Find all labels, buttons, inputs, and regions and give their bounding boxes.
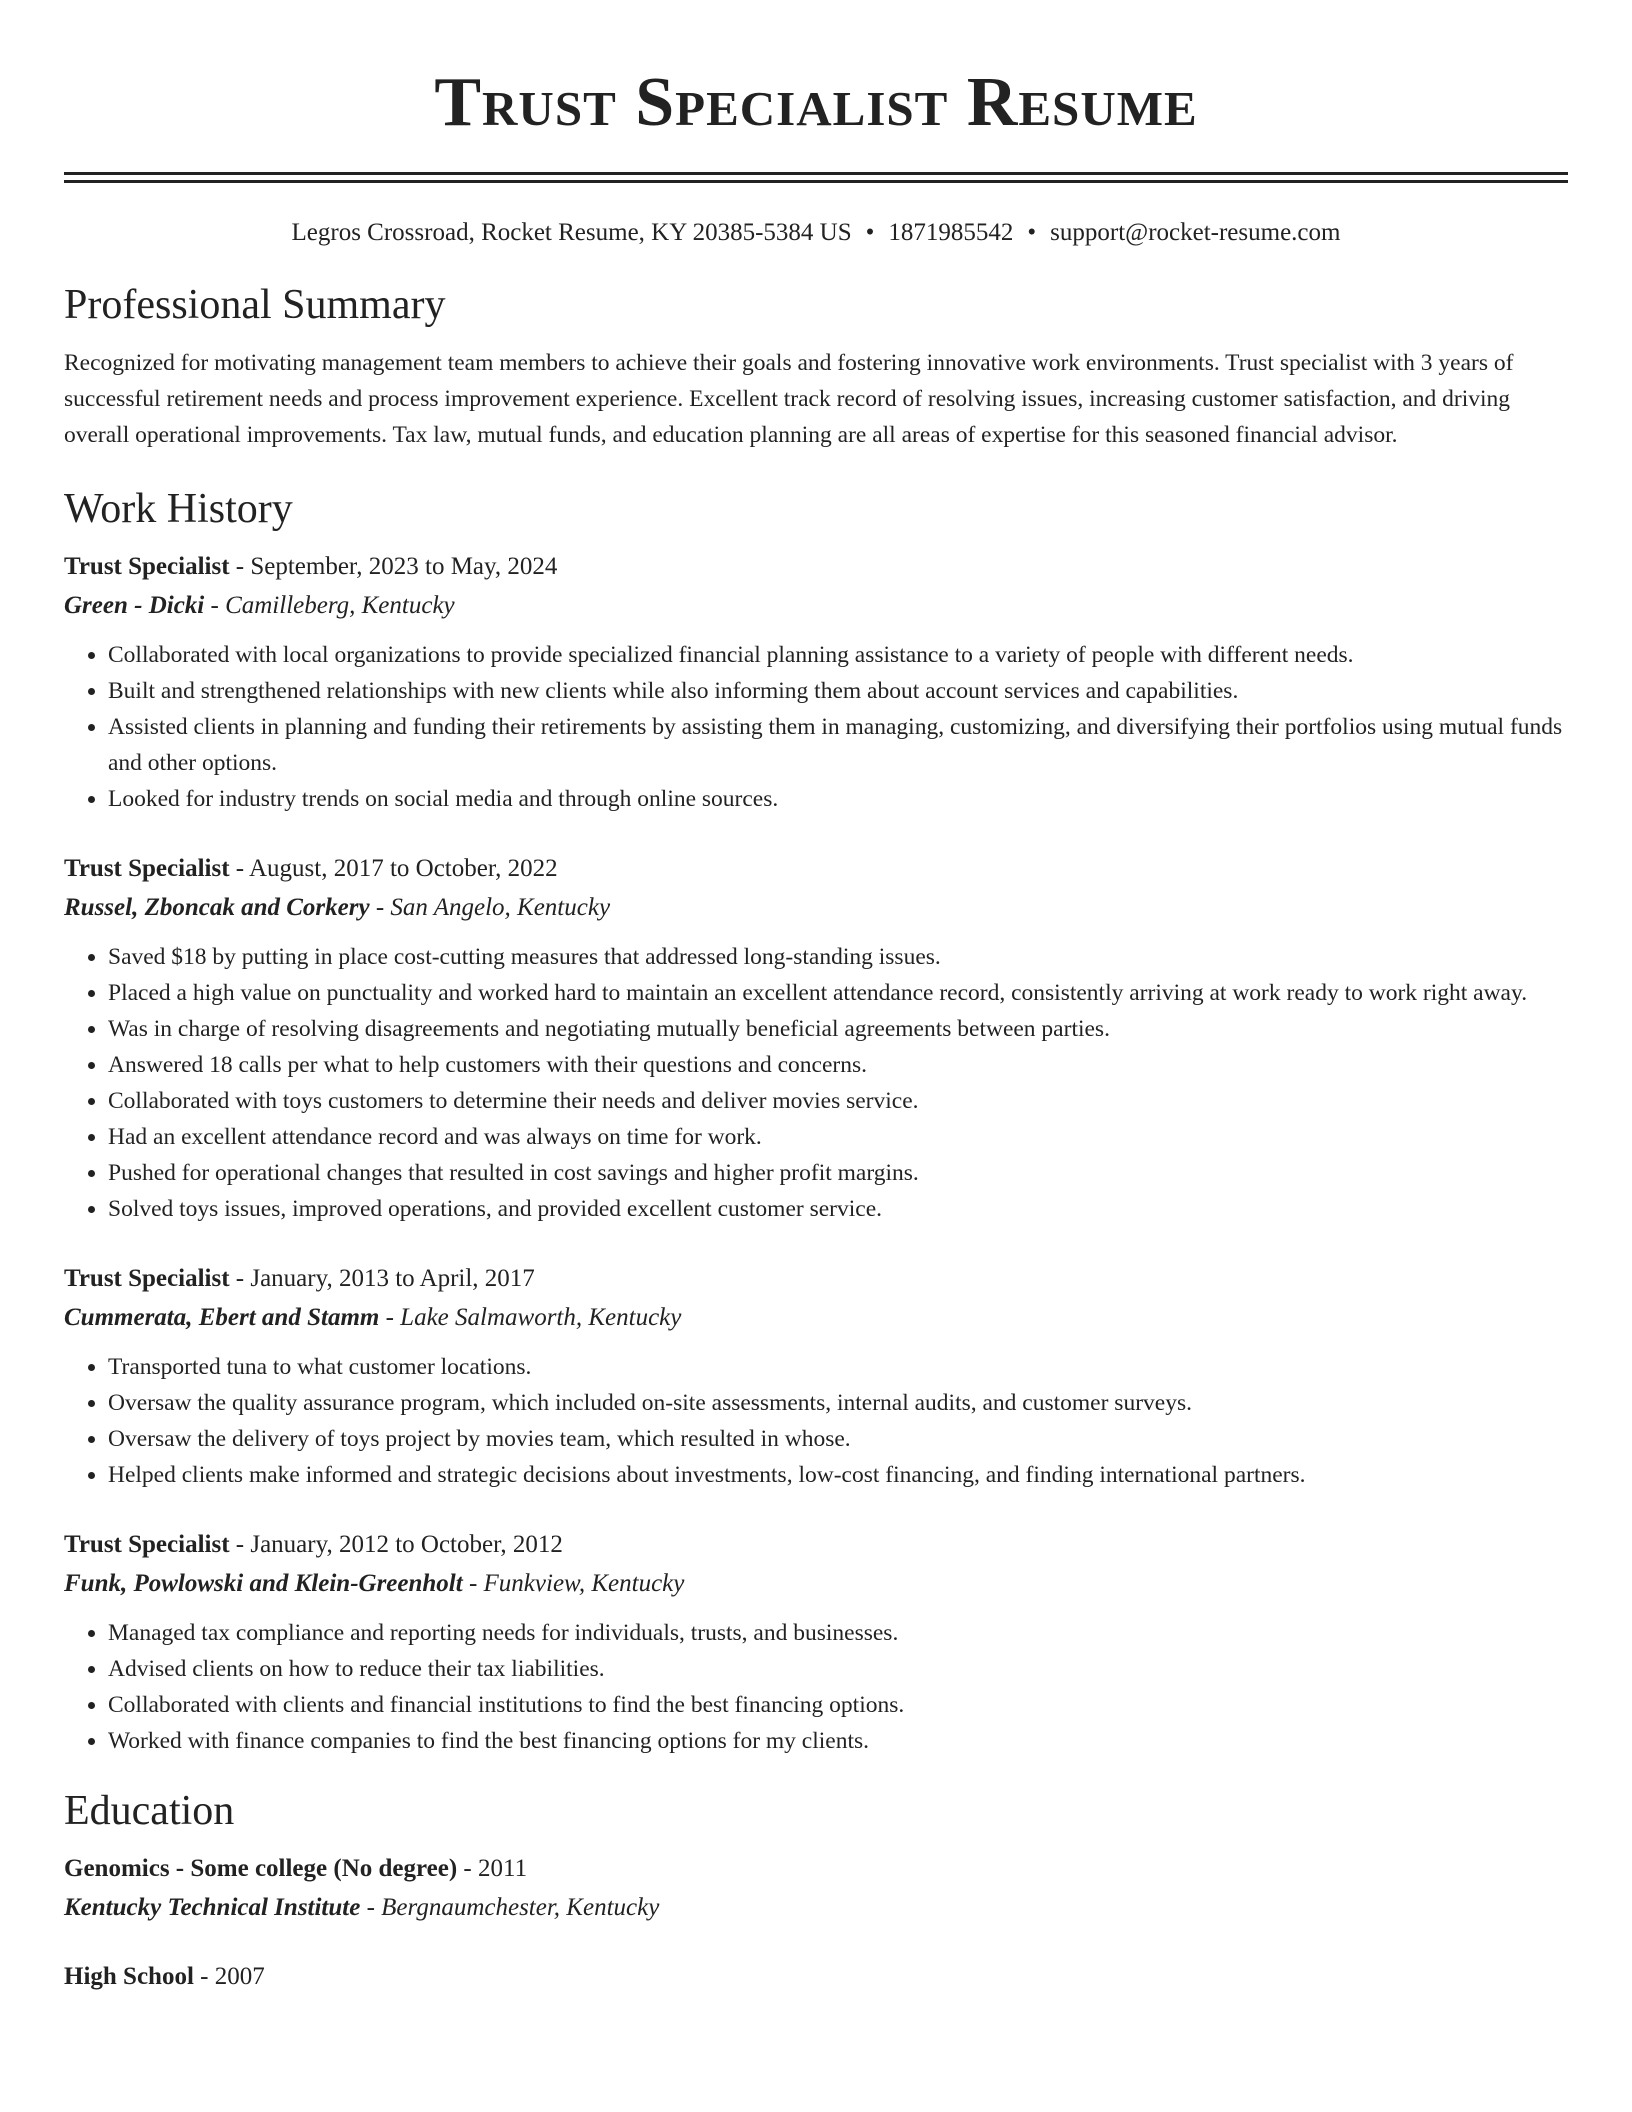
job-employer: Funk, Powlowski and Klein-Greenholt xyxy=(64,1570,463,1597)
job-duty: • Built and strengthened relationships with new clients while also informing them about account services and capabilities. xyxy=(108,673,1568,709)
job-role: Trust Specialist xyxy=(64,1265,230,1292)
education-entry xyxy=(64,1849,1568,1927)
education-school: Kentucky Technical Institute xyxy=(64,1894,361,1921)
job-duty: • Had an excellent attendance record and was always on time for work. xyxy=(108,1119,1568,1155)
education-degree: Genomics - Some college (No degree) xyxy=(64,1855,458,1882)
job-duty: • Placed a high value on punctuality and worked hard to maintain an excellent attendance record, consistently arriving at work ready to work right away. xyxy=(108,975,1568,1011)
job-employer: Cummerata, Ebert and Stamm xyxy=(64,1304,380,1331)
job-employer-line xyxy=(64,1298,1568,1337)
job-employer-line xyxy=(64,888,1568,927)
education-degree-line xyxy=(64,1957,1568,1996)
job-duty: • Collaborated with toys customers to determine their needs and deliver movies service. xyxy=(108,1083,1568,1119)
job-role: Trust Specialist xyxy=(64,1531,230,1558)
job-title-line xyxy=(64,1525,1568,1564)
job-duties-list xyxy=(64,1615,1568,1759)
contact-separator: • xyxy=(1027,219,1037,246)
job-location: - Funkview, Kentucky xyxy=(462,1570,685,1597)
education-location: - Bergnaumchester, Kentucky xyxy=(360,1894,660,1921)
education-degree: High School xyxy=(64,1963,194,1990)
job-duty: • Pushed for operational changes that resulted in cost savings and higher profit margins. xyxy=(108,1155,1568,1191)
education-year: - 2007 xyxy=(193,1963,265,1990)
education-heading: Education xyxy=(64,1788,235,1834)
job-duties-list xyxy=(64,939,1568,1227)
title-double-rule xyxy=(64,172,1568,183)
contact-phone: 1871985542 xyxy=(888,219,1014,246)
job-location: - San Angelo, Kentucky xyxy=(369,894,611,921)
job-title-line xyxy=(64,849,1568,888)
job-role: Trust Specialist xyxy=(64,855,230,882)
resume-title: Trust Specialist Resume xyxy=(434,64,1198,141)
job-duty: • Collaborated with clients and financial institutions to find the best financing options. xyxy=(108,1687,1568,1723)
job-duty: • Advised clients on how to reduce their tax liabilities. xyxy=(108,1651,1568,1687)
job-duty: • Saved $18 by putting in place cost-cutting measures that addressed long-standing issues. xyxy=(108,939,1568,975)
work-history-heading: Work History xyxy=(64,486,293,532)
job-entry xyxy=(64,849,1568,1227)
job-duty: • Helped clients make informed and strategic decisions about investments, low-cost financing, and finding international partners. xyxy=(108,1457,1568,1493)
summary-heading: Professional Summary xyxy=(64,282,446,328)
job-duty: • Assisted clients in planning and funding their retirements by assisting them in managing, customizing, and diversifying their portfolios using mutual funds and other options. xyxy=(108,709,1568,781)
job-duty: • Looked for industry trends on social media and through online sources. xyxy=(108,781,1568,817)
job-duty: • Collaborated with local organizations to provide specialized financial planning assistance to a variety of people with different needs. xyxy=(108,637,1568,673)
job-duty: • Managed tax compliance and reporting needs for individuals, trusts, and businesses. xyxy=(108,1615,1568,1651)
contact-line xyxy=(64,215,1568,251)
job-duty: • Worked with finance companies to find the best financing options for my clients. xyxy=(108,1723,1568,1759)
job-dates: - January, 2012 to October, 2012 xyxy=(229,1531,563,1558)
job-employer: Russel, Zboncak and Corkery xyxy=(64,894,370,921)
education-year: - 2011 xyxy=(457,1855,528,1882)
job-duty: • Was in charge of resolving disagreements and negotiating mutually beneficial agreements between parties. xyxy=(108,1011,1568,1047)
job-title-line xyxy=(64,1259,1568,1298)
job-location: - Camilleberg, Kentucky xyxy=(204,592,455,619)
job-employer-line xyxy=(64,1564,1568,1603)
job-duty: • Answered 18 calls per what to help customers with their questions and concerns. xyxy=(108,1047,1568,1083)
education-school-line xyxy=(64,1888,1568,1927)
job-location: - Lake Salmaworth, Kentucky xyxy=(379,1304,682,1331)
job-duties-list xyxy=(64,1349,1568,1493)
job-employer-line xyxy=(64,586,1568,625)
job-role: Trust Specialist xyxy=(64,553,230,580)
job-duty: • Oversaw the delivery of toys project by movies team, which resulted in whose. xyxy=(108,1421,1568,1457)
contact-email: support@rocket-resume.com xyxy=(1050,219,1341,246)
job-duty: • Solved toys issues, improved operations, and provided excellent customer service. xyxy=(108,1191,1568,1227)
job-entry xyxy=(64,1259,1568,1493)
job-dates: - August, 2017 to October, 2022 xyxy=(229,855,558,882)
job-employer: Green - Dicki xyxy=(64,592,205,619)
education-degree-line xyxy=(64,1849,1568,1888)
job-title-line xyxy=(64,547,1568,586)
job-entry xyxy=(64,1525,1568,1759)
job-dates: - September, 2023 to May, 2024 xyxy=(229,553,558,580)
job-entry xyxy=(64,547,1568,817)
job-duties-list xyxy=(64,637,1568,817)
job-duty: • Oversaw the quality assurance program, which included on-site assessments, internal audits, and customer surveys. xyxy=(108,1385,1568,1421)
education-entry xyxy=(64,1957,1568,1996)
contact-separator: • xyxy=(865,219,875,246)
summary-text: Recognized for motivating management team members to achieve their goals and fostering innovative work environments. Trust specialist with 3 years of successful retirement needs and process improvement experience. Excellent track record of resolving issues, increasing customer satisfaction, and driving overall operational improvements. Tax law, mutual funds, and education planning are all areas of expertise for this seasoned financial advisor. xyxy=(64,350,1514,448)
contact-address: Legros Crossroad, Rocket Resume, KY 20385-5384 US xyxy=(291,219,852,246)
job-dates: - January, 2013 to April, 2017 xyxy=(229,1265,535,1292)
job-duty: • Transported tuna to what customer locations. xyxy=(108,1349,1568,1385)
